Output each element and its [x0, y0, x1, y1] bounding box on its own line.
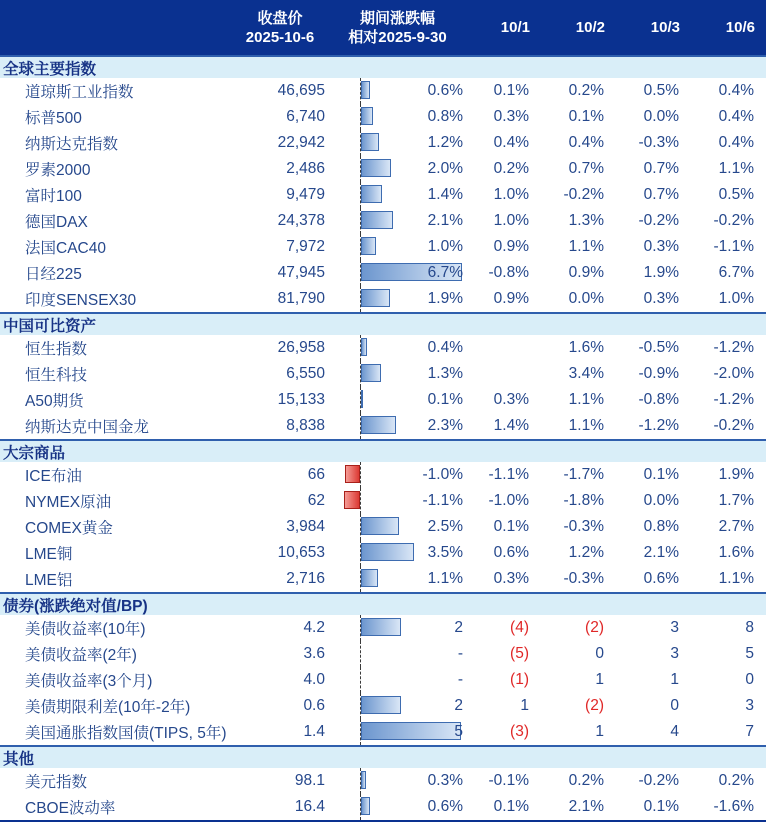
period-change-header-label: 期间涨跌幅 — [359, 9, 435, 27]
daily-change-value: 1.3% — [568, 212, 604, 229]
asset-name: LME铝 — [25, 572, 73, 589]
table-body — [0, 55, 766, 820]
table-row — [0, 693, 766, 719]
change-data-bar — [361, 722, 461, 740]
daily-change-value: -0.2% — [713, 417, 754, 434]
daily-change-value: 3 — [745, 697, 754, 714]
asset-name: 罗素2000 — [25, 162, 91, 179]
daily-change-value: 0.7% — [643, 160, 679, 177]
daily-change-value: -1.1% — [713, 238, 754, 255]
table-header — [0, 0, 766, 55]
table-row — [0, 104, 766, 130]
daily-change-value: 1.1% — [568, 391, 604, 408]
asset-name: 美债收益率(2年) — [25, 647, 137, 664]
table-row — [0, 78, 766, 104]
asset-name: 印度SENSEX30 — [25, 292, 137, 309]
zero-axis-line — [360, 667, 361, 693]
daily-change-value: 1.1% — [568, 417, 604, 434]
daily-change-value: 0.3% — [643, 290, 679, 307]
change-bar-cell — [330, 335, 465, 361]
daily-change-value: 0.1% — [493, 798, 529, 815]
asset-name: 标普500 — [25, 110, 82, 127]
table-row — [0, 130, 766, 156]
change-bar-cell — [330, 78, 465, 104]
period-change-value: 0.6% — [427, 82, 463, 99]
change-bar-cell — [330, 260, 465, 286]
close-price: 24,378 — [277, 212, 325, 229]
period-change-value: 5 — [454, 723, 463, 740]
close-price: 9,479 — [286, 186, 325, 203]
daily-change-value: -0.8% — [638, 391, 679, 408]
daily-change-value: -0.2% — [713, 212, 754, 229]
asset-name: COMEX黄金 — [25, 520, 113, 537]
daily-change-value: 0.9% — [493, 238, 529, 255]
table-row — [0, 260, 766, 286]
section-header — [0, 745, 766, 768]
daily-change-value: 3.4% — [568, 365, 604, 382]
period-change-column-header — [330, 9, 465, 47]
daily-change-value: 1.4% — [493, 417, 529, 434]
daily-change-value: -0.8% — [488, 264, 529, 281]
change-bar-cell — [330, 387, 465, 413]
daily-change-value: 2.1% — [643, 544, 679, 561]
period-change-value: 0.1% — [427, 391, 463, 408]
asset-name: 法国CAC40 — [25, 240, 106, 257]
daily-change-value: 0.3% — [493, 570, 529, 587]
daily-change-value: 0.3% — [643, 238, 679, 255]
daily-change-value: 0.4% — [718, 108, 754, 125]
daily-change-value: 1.1% — [718, 160, 754, 177]
change-data-bar — [345, 465, 360, 483]
daily-change-value: 0.7% — [643, 186, 679, 203]
daily-change-value: 7 — [745, 723, 754, 740]
close-price: 3.6 — [303, 645, 325, 662]
close-price: 2,716 — [286, 570, 325, 587]
section-header — [0, 592, 766, 615]
table-row — [0, 768, 766, 794]
period-change-value: 2 — [454, 619, 463, 636]
period-change-value: 1.3% — [427, 365, 463, 382]
close-price: 26,958 — [277, 339, 325, 356]
change-data-bar — [361, 618, 401, 636]
section-header — [0, 55, 766, 78]
asset-name: 日经225 — [25, 266, 82, 283]
daily-change-value: 3 — [670, 645, 679, 662]
asset-name: NYMEX原油 — [25, 494, 112, 511]
change-data-bar — [361, 771, 366, 789]
change-bar-cell — [330, 641, 465, 667]
daily-change-value: 0.3% — [493, 108, 529, 125]
change-bar-cell — [330, 104, 465, 130]
zero-axis-line — [360, 488, 361, 514]
period-change-value: - — [457, 645, 463, 662]
daily-change-value: 4 — [670, 723, 679, 740]
section-title: 其他 — [3, 750, 35, 768]
change-data-bar — [361, 364, 381, 382]
daily-change-value: 1.1% — [568, 238, 604, 255]
period-change-value: 1.2% — [427, 134, 463, 151]
close-price: 66 — [307, 466, 325, 483]
change-bar-cell — [330, 566, 465, 592]
change-data-bar — [361, 338, 367, 356]
period-change-value: 1.9% — [427, 290, 463, 307]
daily-change-value: 1.9% — [718, 466, 754, 483]
change-data-bar — [361, 185, 382, 203]
close-price: 98.1 — [294, 772, 325, 789]
section-header — [0, 312, 766, 335]
close-price: 6,740 — [286, 108, 325, 125]
asset-name: 美国通胀指数国债(TIPS, 5年) — [25, 725, 227, 742]
section-header — [0, 439, 766, 462]
asset-name: CBOE波动率 — [25, 800, 116, 817]
daily-change-value: -1.6% — [713, 798, 754, 815]
table-row — [0, 182, 766, 208]
close-price: 6,550 — [286, 365, 325, 382]
daily-change-value: 0.3% — [493, 391, 529, 408]
daily-change-value: 1.6% — [718, 544, 754, 561]
daily-change-value: 0.2% — [568, 772, 604, 789]
change-data-bar — [361, 543, 414, 561]
daily-change-value: 0.0% — [643, 108, 679, 125]
zero-axis-line — [360, 462, 361, 488]
daily-change-value: 0.5% — [718, 186, 754, 203]
asset-name: 富时100 — [25, 188, 82, 205]
period-change-value: 0.4% — [427, 339, 463, 356]
daily-change-value: 0 — [745, 671, 754, 688]
table-row — [0, 514, 766, 540]
daily-change-value: (2) — [585, 697, 604, 714]
close-price: 47,945 — [277, 264, 325, 281]
change-bar-cell — [330, 156, 465, 182]
close-price: 46,695 — [277, 82, 325, 99]
daily-change-value: 8 — [745, 619, 754, 636]
close-price: 15,133 — [277, 391, 325, 408]
period-change-value: 2.0% — [427, 160, 463, 177]
daily-change-value: 0.4% — [493, 134, 529, 151]
daily-change-value: 1 — [595, 723, 604, 740]
daily-change-value: -0.2% — [638, 772, 679, 789]
change-bar-cell — [330, 234, 465, 260]
daily-change-value: 1.1% — [718, 570, 754, 587]
change-data-bar — [361, 797, 370, 815]
change-data-bar — [361, 569, 378, 587]
daily-change-value: 0.1% — [493, 518, 529, 535]
asset-name: LME铜 — [25, 546, 73, 563]
change-data-bar — [361, 517, 399, 535]
change-bar-cell — [330, 361, 465, 387]
table-row — [0, 361, 766, 387]
asset-name: ICE布油 — [25, 468, 82, 485]
close-price: 2,486 — [286, 160, 325, 177]
date-column-header: 10/6 — [725, 19, 755, 36]
daily-change-value: 0.1% — [493, 82, 529, 99]
change-bar-cell — [330, 413, 465, 439]
change-bar-cell — [330, 286, 465, 312]
date-column-header: 10/1 — [500, 19, 530, 36]
daily-change-value: (5) — [510, 645, 529, 662]
asset-name: 恒生科技 — [25, 367, 88, 384]
table-row — [0, 488, 766, 514]
change-data-bar — [361, 211, 393, 229]
period-change-value: 3.5% — [427, 544, 463, 561]
date-column-header: 10/3 — [650, 19, 680, 36]
daily-change-value: 0.8% — [643, 518, 679, 535]
close-price: 4.0 — [303, 671, 325, 688]
change-data-bar — [344, 491, 361, 509]
daily-change-value: 0 — [595, 645, 604, 662]
table-row — [0, 462, 766, 488]
daily-change-value: 1.9% — [643, 264, 679, 281]
period-change-value: 0.6% — [427, 798, 463, 815]
daily-change-value: 0.9% — [493, 290, 529, 307]
daily-change-value: 0.4% — [718, 82, 754, 99]
daily-change-value: 2.1% — [568, 798, 604, 815]
daily-change-value: (3) — [510, 723, 529, 740]
table-row — [0, 234, 766, 260]
close-price: 22,942 — [277, 134, 325, 151]
table-row — [0, 794, 766, 820]
daily-change-value: (1) — [510, 671, 529, 688]
asset-name: 纳斯达克指数 — [25, 136, 119, 153]
daily-change-value: 1 — [520, 697, 529, 714]
period-change-value: 0.3% — [427, 772, 463, 789]
close-price: 0.6 — [303, 697, 325, 714]
daily-change-value: 0.6% — [643, 570, 679, 587]
table-row — [0, 335, 766, 361]
period-change-value: 2 — [454, 697, 463, 714]
period-change-value: -1.0% — [422, 466, 463, 483]
date-column-header: 10/2 — [575, 19, 605, 36]
change-bar-cell — [330, 667, 465, 693]
daily-change-value: 0.2% — [718, 772, 754, 789]
daily-change-value: (2) — [585, 619, 604, 636]
daily-change-value: (4) — [510, 619, 529, 636]
table-row — [0, 286, 766, 312]
daily-change-value: -0.3% — [563, 518, 604, 535]
asset-name: 道琼斯工业指数 — [25, 84, 134, 101]
close-price: 81,790 — [277, 290, 325, 307]
table-row — [0, 387, 766, 413]
asset-name: 纳斯达克中国金龙 — [25, 419, 150, 436]
daily-change-value: 0.9% — [568, 264, 604, 281]
change-data-bar — [361, 133, 379, 151]
asset-name: 美元指数 — [25, 774, 88, 791]
daily-change-value: 1.2% — [568, 544, 604, 561]
daily-change-value: -0.2% — [563, 186, 604, 203]
section-title: 债券(涨跌绝对值/BP) — [3, 597, 148, 615]
table-row — [0, 156, 766, 182]
section-title: 大宗商品 — [3, 444, 66, 462]
close-price-header-date: 2025-10-6 — [245, 28, 315, 46]
change-bar-cell — [330, 693, 465, 719]
change-bar-cell — [330, 719, 465, 745]
section-title: 中国可比资产 — [3, 317, 97, 335]
change-data-bar — [361, 81, 370, 99]
asset-name: 美债收益率(10年) — [25, 621, 146, 638]
daily-change-value: 3 — [670, 619, 679, 636]
daily-change-value: 0.0% — [643, 492, 679, 509]
daily-change-value: 0.2% — [568, 82, 604, 99]
change-data-bar — [361, 289, 390, 307]
asset-name: 恒生指数 — [25, 341, 88, 358]
change-data-bar — [361, 159, 391, 177]
period-change-value: - — [457, 671, 463, 688]
daily-change-value: 6.7% — [718, 264, 754, 281]
asset-name: A50期货 — [25, 393, 84, 410]
change-bar-cell — [330, 540, 465, 566]
close-price: 62 — [307, 492, 325, 509]
close-price: 8,838 — [286, 417, 325, 434]
daily-change-value: -0.3% — [563, 570, 604, 587]
daily-change-value: 5 — [745, 645, 754, 662]
daily-change-value: -1.2% — [713, 339, 754, 356]
daily-change-value: 1.7% — [718, 492, 754, 509]
daily-change-value: 1 — [595, 671, 604, 688]
daily-change-value: -0.5% — [638, 339, 679, 356]
daily-change-value: 0.4% — [718, 134, 754, 151]
period-change-value: 1.0% — [427, 238, 463, 255]
close-price: 1.4 — [303, 723, 325, 740]
daily-change-value: -1.8% — [563, 492, 604, 509]
daily-change-value: 0.1% — [568, 108, 604, 125]
period-change-value: 1.1% — [427, 570, 463, 587]
daily-change-value: -0.2% — [638, 212, 679, 229]
close-price: 10,653 — [277, 544, 325, 561]
change-data-bar — [361, 696, 401, 714]
daily-change-value: -1.7% — [563, 466, 604, 483]
change-bar-cell — [330, 794, 465, 820]
table-row — [0, 413, 766, 439]
daily-change-value: 0.6% — [493, 544, 529, 561]
daily-change-value: -1.2% — [638, 417, 679, 434]
period-change-value: 2.3% — [427, 417, 463, 434]
change-bar-cell — [330, 130, 465, 156]
daily-change-value: -1.0% — [488, 492, 529, 509]
daily-change-value: 1.6% — [568, 339, 604, 356]
period-change-value: 1.4% — [427, 186, 463, 203]
daily-change-value: 2.7% — [718, 518, 754, 535]
daily-change-value: 1.0% — [493, 186, 529, 203]
zero-axis-line — [360, 641, 361, 667]
period-change-value: 2.1% — [427, 212, 463, 229]
change-data-bar — [361, 416, 396, 434]
close-price: 16.4 — [294, 798, 325, 815]
daily-change-value: 1 — [670, 671, 679, 688]
daily-change-value: -0.9% — [638, 365, 679, 382]
daily-change-value: 0.4% — [568, 134, 604, 151]
daily-change-value: 1.0% — [718, 290, 754, 307]
asset-name: 美债收益率(3个月) — [25, 673, 153, 690]
daily-change-value: 0.2% — [493, 160, 529, 177]
daily-change-value: 1.0% — [493, 212, 529, 229]
close-price: 7,972 — [286, 238, 325, 255]
close-price-column-header — [230, 9, 330, 47]
close-price-header-label: 收盘价 — [257, 9, 303, 27]
change-bar-cell — [330, 182, 465, 208]
table-row — [0, 615, 766, 641]
change-data-bar — [361, 237, 376, 255]
daily-change-value: -0.3% — [638, 134, 679, 151]
daily-change-value: 0 — [670, 697, 679, 714]
change-bar-cell — [330, 488, 465, 514]
change-bar-cell — [330, 462, 465, 488]
change-data-bar — [361, 107, 373, 125]
daily-change-value: -2.0% — [713, 365, 754, 382]
daily-change-value: 0.0% — [568, 290, 604, 307]
table-row — [0, 641, 766, 667]
asset-name: 德国DAX — [25, 214, 88, 231]
daily-change-value: -1.1% — [488, 466, 529, 483]
daily-change-value: 0.1% — [643, 798, 679, 815]
table-row — [0, 566, 766, 592]
table-row — [0, 667, 766, 693]
close-price: 3,984 — [286, 518, 325, 535]
daily-change-value: 0.1% — [643, 466, 679, 483]
asset-name: 美债期限利差(10年-2年) — [25, 699, 191, 716]
change-data-bar — [361, 390, 363, 408]
section-title: 全球主要指数 — [3, 60, 97, 78]
change-bar-cell — [330, 768, 465, 794]
change-bar-cell — [330, 514, 465, 540]
change-bar-cell — [330, 208, 465, 234]
daily-change-value: 0.5% — [643, 82, 679, 99]
period-change-value: -1.1% — [422, 492, 463, 509]
table-row — [0, 719, 766, 745]
table-row — [0, 540, 766, 566]
close-price: 4.2 — [303, 619, 325, 636]
change-bar-cell — [330, 615, 465, 641]
period-change-value: 6.7% — [427, 264, 463, 281]
period-change-header-basis: 相对2025-9-30 — [348, 28, 447, 46]
period-change-value: 0.8% — [427, 108, 463, 125]
daily-change-value: -1.2% — [713, 391, 754, 408]
daily-change-value: -0.1% — [488, 772, 529, 789]
daily-change-value: 0.7% — [568, 160, 604, 177]
table-row — [0, 208, 766, 234]
period-change-value: 2.5% — [427, 518, 463, 535]
